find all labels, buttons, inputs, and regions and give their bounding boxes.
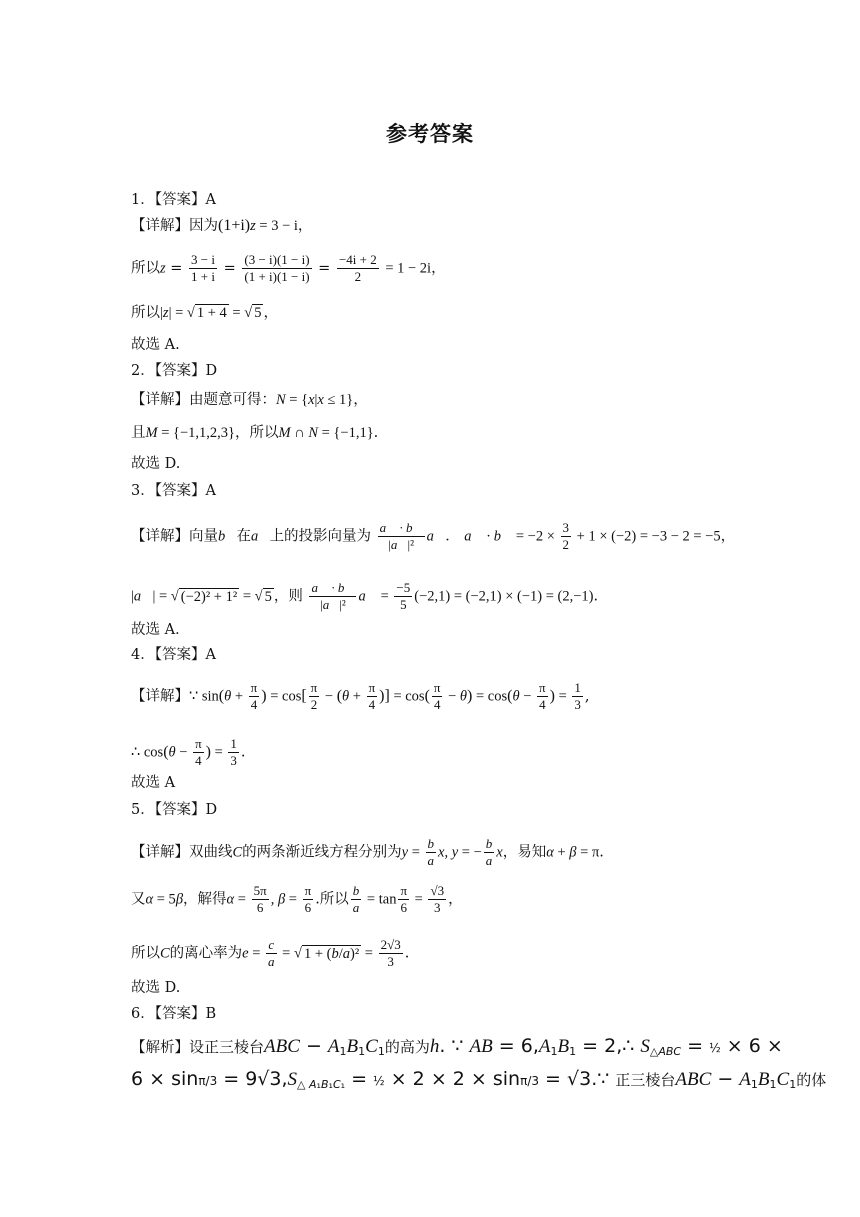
answer-line-4: 4．【答案】A: [131, 647, 216, 663]
detail-5-line-2: 又α = 5β，解得α = $\frac{5\pi}{6}$ , β = $\frac{\pi}{6}$ .所以 $\frac{b}{a}$ = tan $\frac{\pi}{6}$ = $\frac{√3}{3}$ ，: [131, 883, 463, 915]
detail-3-line-1: 【详解】向量b⃗在a⃗上的投影向量为 $\frac{a⃗ \cdot b⃗}{\text{|a⃗|²}}$ a⃗． a⃗ · b⃗ = −2 × $\frac{3}{2}$ + 1 × (−2) = −3 − 2 = −5，: [131, 520, 736, 552]
detail-5-line-1: 【详解】双曲线C的两条渐近线方程分别为y = $\frac{b}{a}$ x, y = − $\frac{b}{a}$ x，易知α + β = π.: [131, 836, 604, 868]
detail-1-line-1: 【详解】因为(1+i)z = 3 − i，: [131, 217, 313, 234]
analysis-6-line-1: 【解析】设正三棱台ABC − $A_1B_1C_1$的高为h. ∵ AB = $6,A_1B_1$ = 2,∴ $S_{\triangle ABC}$ = ½ × 6 ×: [131, 1035, 783, 1058]
detail-4-line-2: ∴ cos(θ − $\frac{\pi}{4}$ ) = $\frac{1}{3}$ .: [131, 736, 246, 768]
answer-line-3: 3．【答案】A: [131, 483, 216, 499]
analysis-6-line-2: $6 \times \sin\pi/3 = 9√3,S_{\triangle A_1B_1C_1}$ = ½ × 2 × 2 × sinπ/3 = √3.∵ 正三棱台ABC − $A_1B_1C_1$的体: [131, 1068, 827, 1091]
detail-3-end: 故选 A．: [131, 622, 190, 638]
detail-1-line-2: 所以z = $\frac{3 - i}{1 + i}$ = $\frac{(3 - i)(1 - i)}{(1 + i)(1 - i)}$ = $\frac{-4i + 2}{2}$ = 1 − 2i，: [131, 252, 446, 284]
detail-5-line-3: 所以C的离心率为e = $\frac{c}{a}$ = √ 1 + (b/a)² = $\frac{2√3}{3}$ .: [131, 937, 410, 969]
detail-2-line-2: 且M = {−1,1,2,3}，所以M ∩ N = {−1,1}.: [131, 425, 379, 441]
detail-2-line-1: 【详解】由题意可得：N = {x|x ≤ 1}，: [131, 392, 368, 408]
detail-5-end: 故选 D.: [131, 980, 181, 996]
answer-line-5: 5．【答案】D: [131, 802, 218, 818]
detail-3-line-2: |a⃗| = √ (−2)² + 1² = √ 5 ，则 $\frac{a⃗ \cdot b⃗}{\text{|a⃗|²}}$ a⃗ = $\frac{-5}{5}$ (−2,1) = (−2,1) × (−1) = (2,−1).: [131, 580, 599, 612]
answer-line-6: 6．【答案】B: [131, 1006, 217, 1022]
page-title: 参考答案: [386, 122, 474, 146]
detail-4-line-1: 【详解】∵ sin(θ + $\frac{\pi}{4}$ ) = cos[ $\frac{\pi}{2}$ − (θ + $\frac{\pi}{4}$ )] = cos( $\frac{\pi}{4}$ − θ) = cos(θ − $\frac{\pi}{4}$ ) = $\frac{1}{3}$ ,: [131, 680, 590, 712]
answer-line-1: 1．【答案】A: [131, 192, 216, 208]
detail-4-end: 故选 A: [131, 775, 176, 791]
answer-line-2: 2．【答案】D: [131, 363, 218, 379]
detail-1-end: 故选 A.: [131, 337, 180, 353]
detail-2-end: 故选 D.: [131, 456, 181, 472]
detail-1-line-3: 所以|z| = √ 1 + 4 = √ 5 ，: [131, 305, 278, 321]
